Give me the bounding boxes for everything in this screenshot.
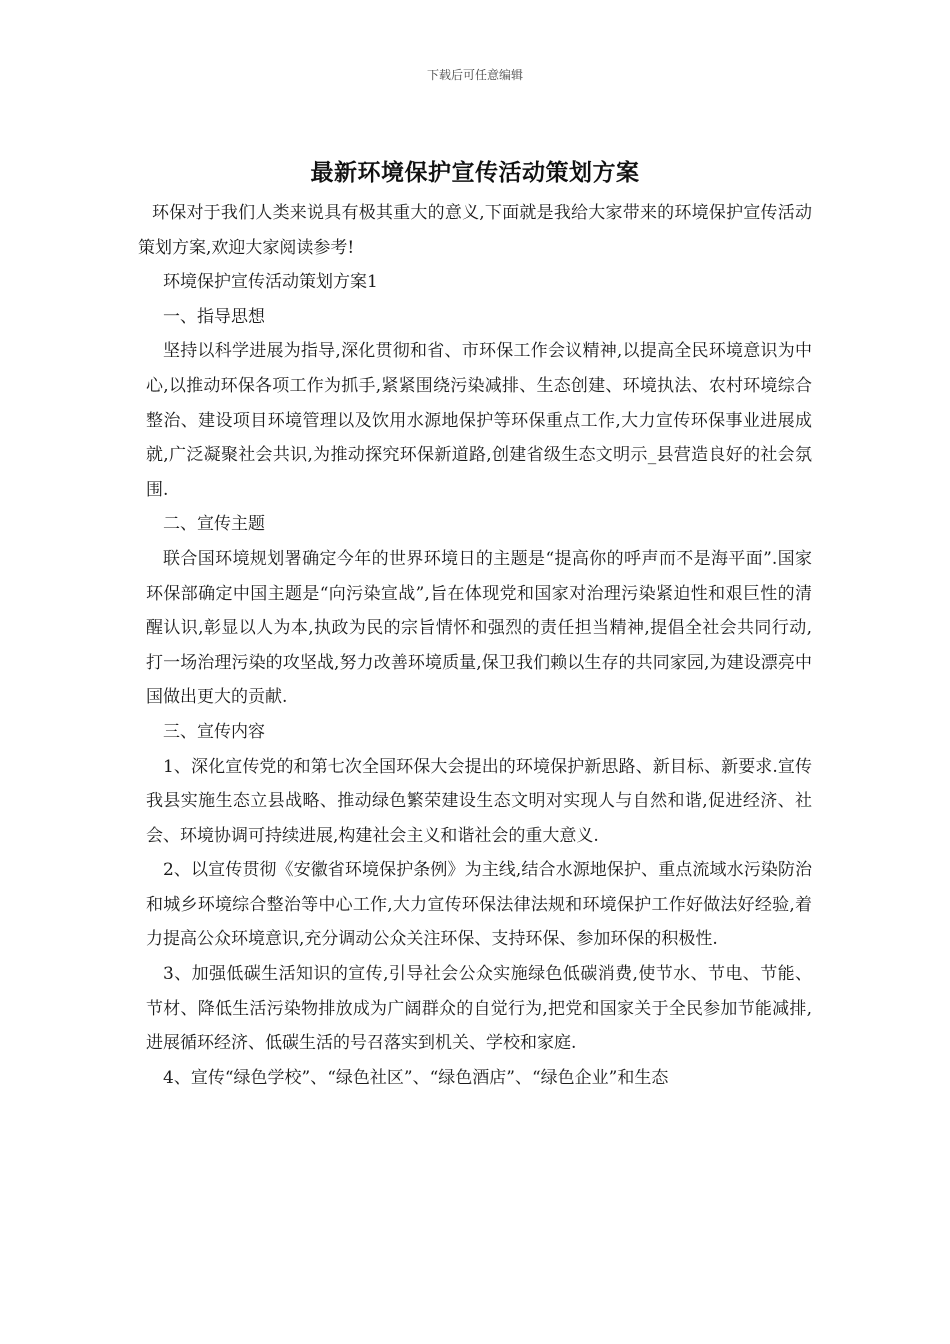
content-item-3: 3、加强低碳生活知识的宣传,引导社会公众实施绿色低碳消费,使节水、节电、节能、节材、降低生活污染物排放成为广阔群众的自觉行为,把党和国家关于全民参加节能减排,进展循环经济、低碳生活的号召落实到机关、学校和家庭. [146, 964, 812, 1054]
section-heading-guiding-ideology: 一、指导思想 [163, 306, 265, 327]
section-heading-theme: 二、宣传主题 [163, 514, 265, 535]
paragraph-theme: 联合国环境规划署确定今年的世界环境日的主题是“提高你的呼声而不是海平面”.国家环保部确定中国主题是“向污染宣战”,旨在体现党和国家对治理污染紧迫性和艰巨性的清醒认识,彰显以人为本,执政为民的宗旨情怀和强烈的责任担当精神,提倡全社会共同行动,打一场治理污染的攻坚战,努力改善环境质量,保卫我们赖以生存的共同家园,为建设漂亮中国做出更大的贡献. [146, 548, 812, 708]
document-title: 最新环境保护宣传活动策划方案 [310, 159, 640, 186]
page-header: 下载后可任意编辑 [426, 68, 523, 82]
document-body [138, 196, 812, 1095]
content-item-4: 4、宣传“绿色学校”、“绿色社区”、“绿色酒店”、“绿色企业”和生态 [163, 1067, 669, 1088]
content-item-2: 2、以宣传贯彻《安徽省环境保护条例》为主线,结合水源地保护、重点流域水污染防治和城乡环境综合整治等中心工作,大力宣传环保法律法规和环境保护工作好做法好经验,着力提高公众环境意识,充分调动公众关注环保、支持环保、参加环保的积极性. [146, 860, 812, 950]
intro-paragraph: 环保对于我们人类来说具有极其重大的意义,下面就是我给大家带来的环境保护宣传活动策划方案,欢迎大家阅读参考! [138, 203, 812, 258]
content-item-1: 1、深化宣传党的和第七次全国环保大会提出的环境保护新思路、新目标、新要求.宣传我县实施生态立县战略、推动绿色繁荣建设生态文明对实现人与自然和谐,促进经济、社会、环境协调可持续进展,构建社会主义和谐社会的重大意义. [146, 756, 812, 846]
paragraph-guiding-ideology: 坚持以科学进展为指导,深化贯彻和省、市环保工作会议精神,以提高全民环境意识为中心,以推动环保各项工作为抓手,紧紧围绕污染减排、生态创建、环境执法、农村环境综合整治、建设项目环境管理以及饮用水源地保护等环保重点工作,大力宣传环保事业进展成就,广泛凝聚社会共识,为推动探究环保新道路,创建省级生态文明示_县营造良好的社会氛围. [146, 341, 812, 500]
section-heading-content: 三、宣传内容 [163, 721, 265, 742]
plan-heading: 环境保护宣传活动策划方案1 [163, 272, 378, 293]
